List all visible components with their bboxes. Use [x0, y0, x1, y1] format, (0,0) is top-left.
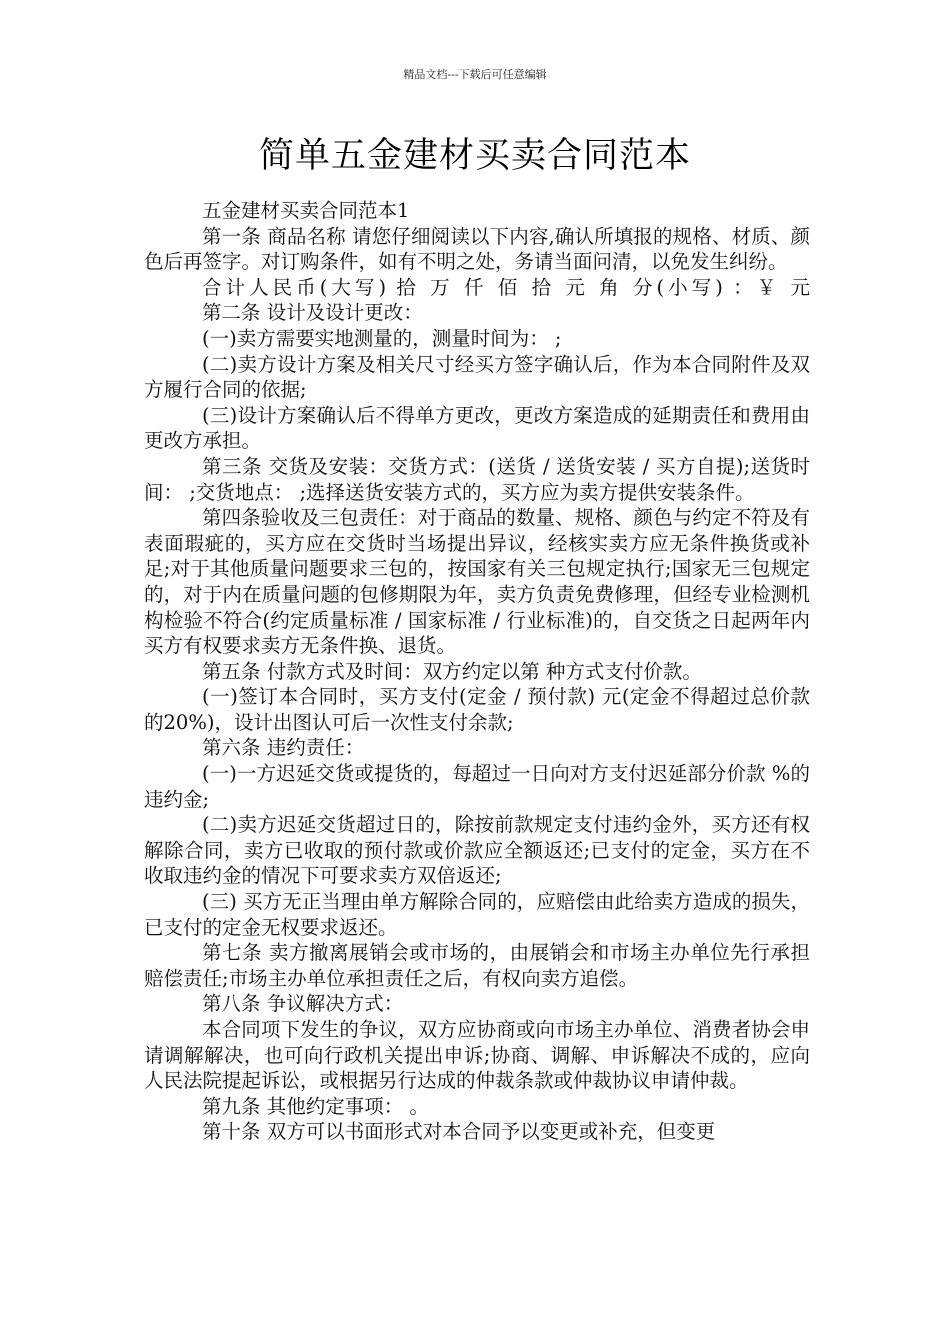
article-6-item-1: (一)一方迟延交货或提货的，每超过一日向对方支付迟延部分价款 %的违约金;	[144, 762, 810, 811]
article-8-body: 本合同项下发生的争议，双方应协商或向市场主办单位、消费者协会申请调解解决，也可向行政机关提出申诉;协商、调解、申诉解决不成的，应向人民法院提起诉讼，或根据另行达成的仲裁条款或仲裁协议申请仲裁。	[144, 1018, 810, 1093]
article-6-heading: 第六条 违约责任：	[202, 736, 365, 760]
article-6-item-2: (二)卖方迟延交货超过日的，除按前款规定支付违约金外，买方还有权解除合同，卖方已收取的预付款或价款应全额返还;已支付的定金，买方在不收取违约金的情况下可要求卖方双倍返还;	[144, 813, 810, 888]
article-1: 第一条 商品名称 请您仔细阅读以下内容,确认所填报的规格、材质、颜色后再签字。对订购条件，如有不明之处，务请当面问清，以免发生纠纷。	[144, 224, 810, 274]
page-header: 精品文档---下载后可任意编辑	[403, 68, 547, 81]
article-2-heading: 第二条 设计及设计更改：	[202, 301, 423, 325]
article-10: 第十条 双方可以书面形式对本合同予以变更或补充，但变更	[202, 1120, 716, 1144]
article-2-item-1: (一)卖方需要实地测量的，测量时间为： ;	[202, 326, 562, 350]
document-title: 简单五金建材买卖合同范本	[258, 136, 691, 176]
article-2-item-3: (三)设计方案确认后不得单方更改，更改方案造成的延期责任和费用由更改方承担。	[144, 403, 810, 453]
document-body	[144, 198, 810, 1145]
article-5: 第五条 付款方式及时间：双方约定以第 种方式支付价款。	[202, 659, 702, 683]
total-amount-line: 合计人民币(大写) 拾 万 仟 佰 拾 元 角 分(小写) ：￥ 元	[202, 275, 810, 299]
article-5-item-1: (一)签订本合同时，买方支付(定金 / 预付款) 元(定金不得超过总价款的20%)，设计出图认可后一次性支付余款;	[144, 685, 810, 734]
article-3: 第三条 交货及安装：交货方式：(送货 / 送货安装 / 买方自提);送货时间： ;交货地点： ;选择送货安装方式的，买方应为卖方提供安装条件。	[144, 454, 810, 504]
article-9: 第九条 其他约定事项： 。	[202, 1094, 429, 1118]
article-4: 第四条验收及三包责任：对于商品的数量、规格、颜色与约定不符及有表面瑕疵的，买方应在交货时当场提出异议，经核实卖方应无条件换货或补足;对于其他质量问题要求三包的，按国家有关三包规定执行;国家无三包规定的，对于内在质量问题的包修期限为年，卖方负责免费修理，但经专业检测机构检验不符合(约定质量标准 / 国家标准 / 行业标准)的，自交货之日起两年内买方有权要求卖方无条件换、退货。	[144, 506, 810, 658]
article-2-item-2: (二)卖方设计方案及相关尺寸经买方签字确认后，作为本合同附件及双方履行合同的依据;	[144, 352, 810, 402]
article-6-item-3: (三) 买方无正当理由单方解除合同的，应赔偿由此给卖方造成的损失，已支付的定金无权要求返还。	[144, 890, 810, 939]
article-7: 第七条 卖方撤离展销会或市场的，由展销会和市场主办单位先行承担赔偿责任;市场主办单位承担责任之后，有权向卖方追偿。	[144, 941, 810, 990]
article-8-heading: 第八条 争议解决方式：	[202, 992, 404, 1016]
section-heading: 五金建材买卖合同范本1	[202, 199, 410, 222]
